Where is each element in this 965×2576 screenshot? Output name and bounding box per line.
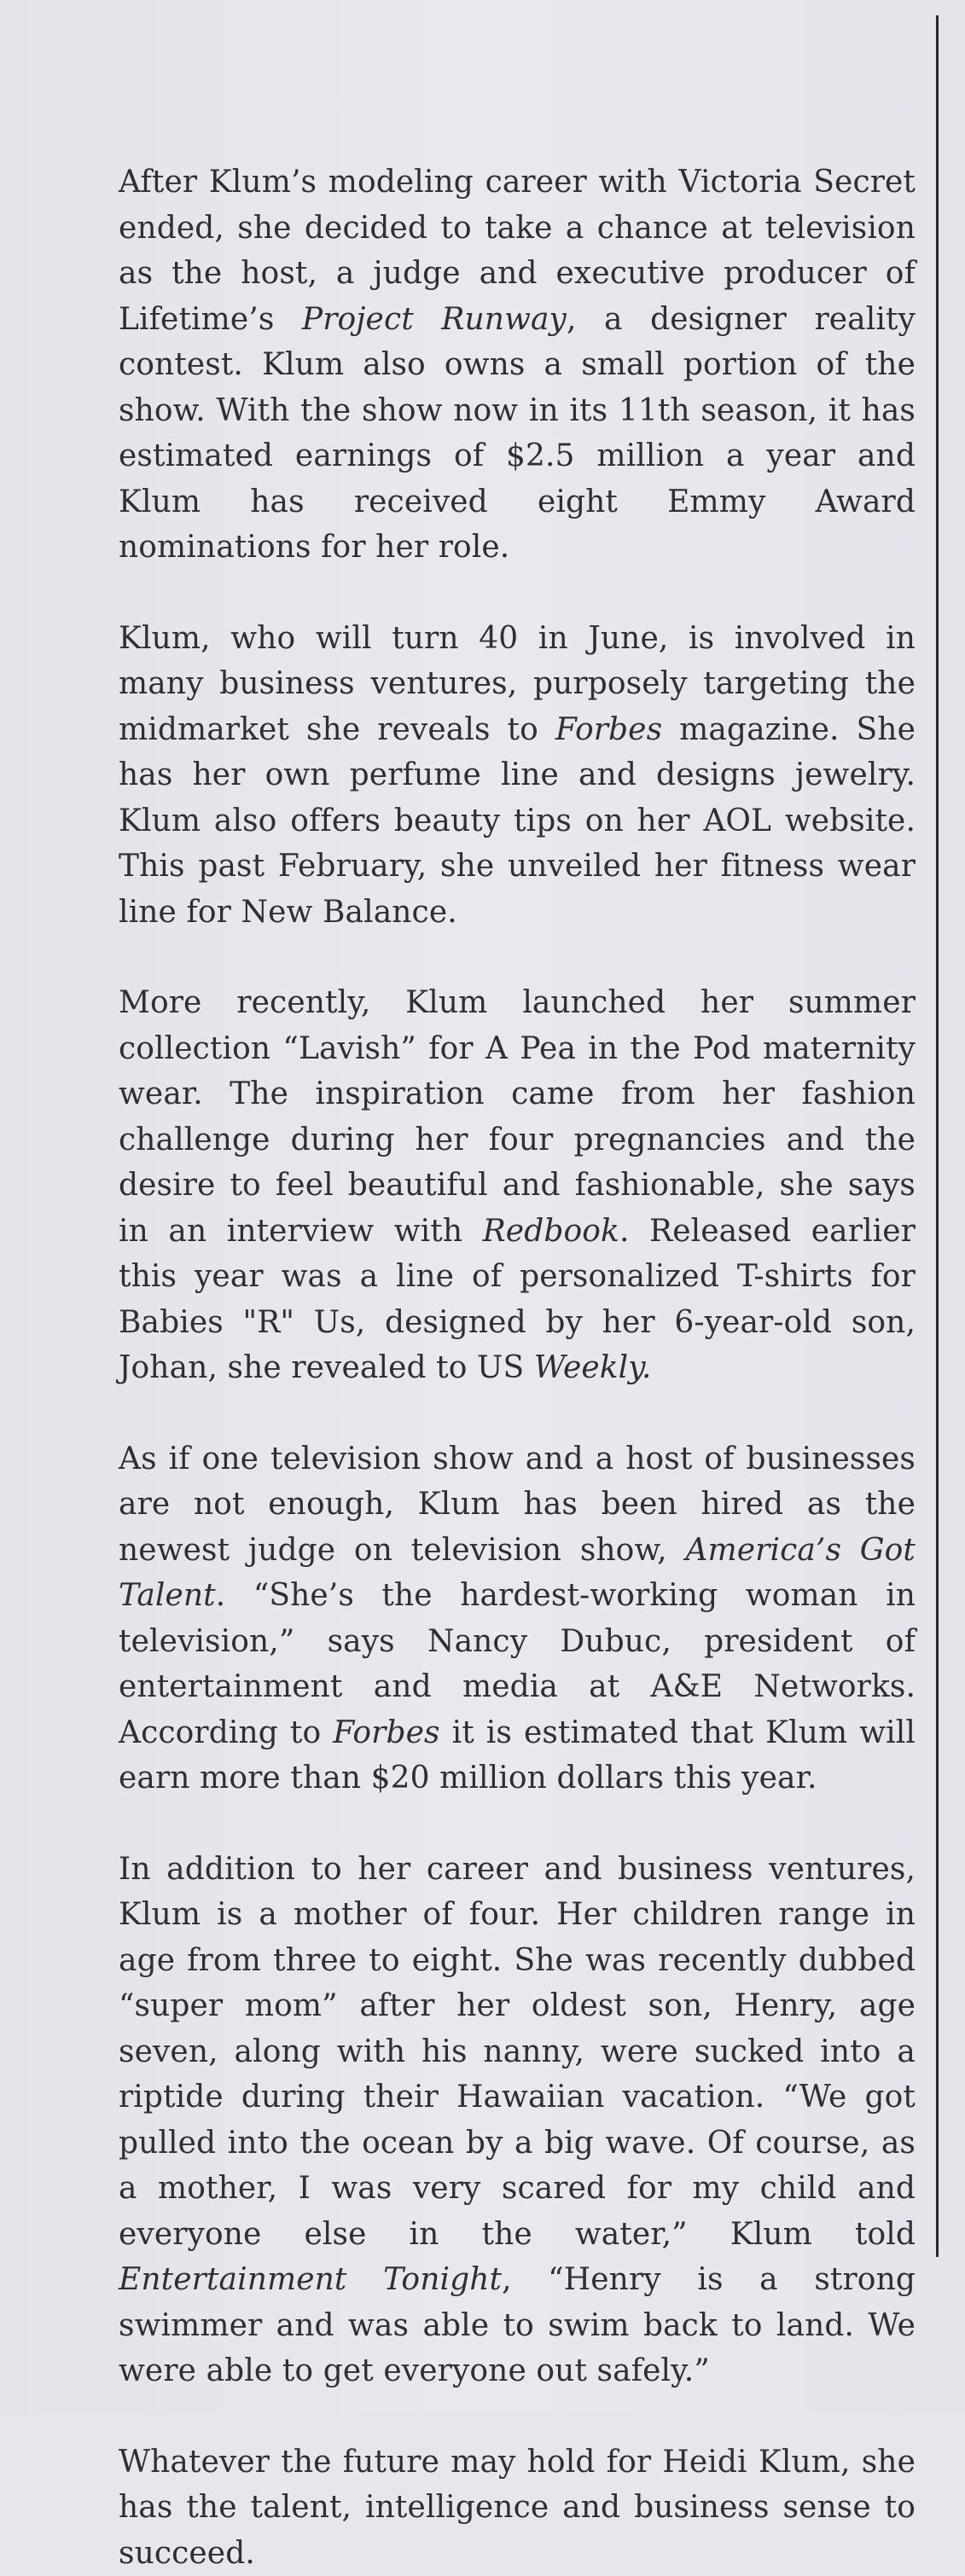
article-body xyxy=(119,160,916,2576)
paragraph-6: Whatever the future may hold for Heidi Klum, she has the talent, intelligence and business sense to succeed. xyxy=(119,2440,916,2576)
paragraph-1: After Klum’s modeling career with Victoria Secret ended, she decided to take a chance at television as the host, a judge and executive producer of Lifetime’s Project Runway, a designer reality contest. Klum also owns a small portion of the show. With the show now in its 11th season, it has estimated earnings of $2.5 million a year and Klum has received eight Emmy Award nominations for her role. xyxy=(119,160,916,571)
paragraph-3: More recently, Klum launched her summer collection “Lavish” for A Pea in the Pod maternity wear. The inspiration came from her fashion challenge during her four pregnancies and the desire to feel beautiful and fashionable, she says in an interview with Redbook. Released earlier this year was a line of personalized T-shirts for Babies "R" Us, designed by her 6-year-old son, Johan, she revealed to US Weekly. xyxy=(119,980,916,1391)
paragraph-2: Klum, who will turn 40 in June, is involved in many business ventures, purposely targeting the midmarket she reveals to Forbes magazine. She has her own perfume line and designs jewelry. Klum also offers beauty tips on her AOL website. This past February, she unveiled her fitness wear line for New Balance. xyxy=(119,616,916,936)
paragraph-5: In addition to her career and business ventures, Klum is a mother of four. Her children range in age from three to eight. She was recently dubbed “super mom” after her oldest son, Henry, age seven, along with his nanny, were sucked into a riptide during their Hawaiian vacation. “We got pulled into the ocean by a big wave. Of course, as a mother, I was very scared for my child and everyone else in the water,” Klum told Entertainment Tonight, “Henry is a strong swimmer and was able to swim back to land. We were able to get everyone out safely.” xyxy=(119,1847,916,2394)
paragraph-4: As if one television show and a host of businesses are not enough, Klum has been hired as the newest judge on television show, America’s Got Talent. “She’s the hardest-working woman in television,” says Nancy Dubuc, president of entertainment and media at A&E Networks. According to Forbes it is estimated that Klum will earn more than $20 million dollars this year. xyxy=(119,1436,916,1801)
column-rule xyxy=(936,15,939,2257)
